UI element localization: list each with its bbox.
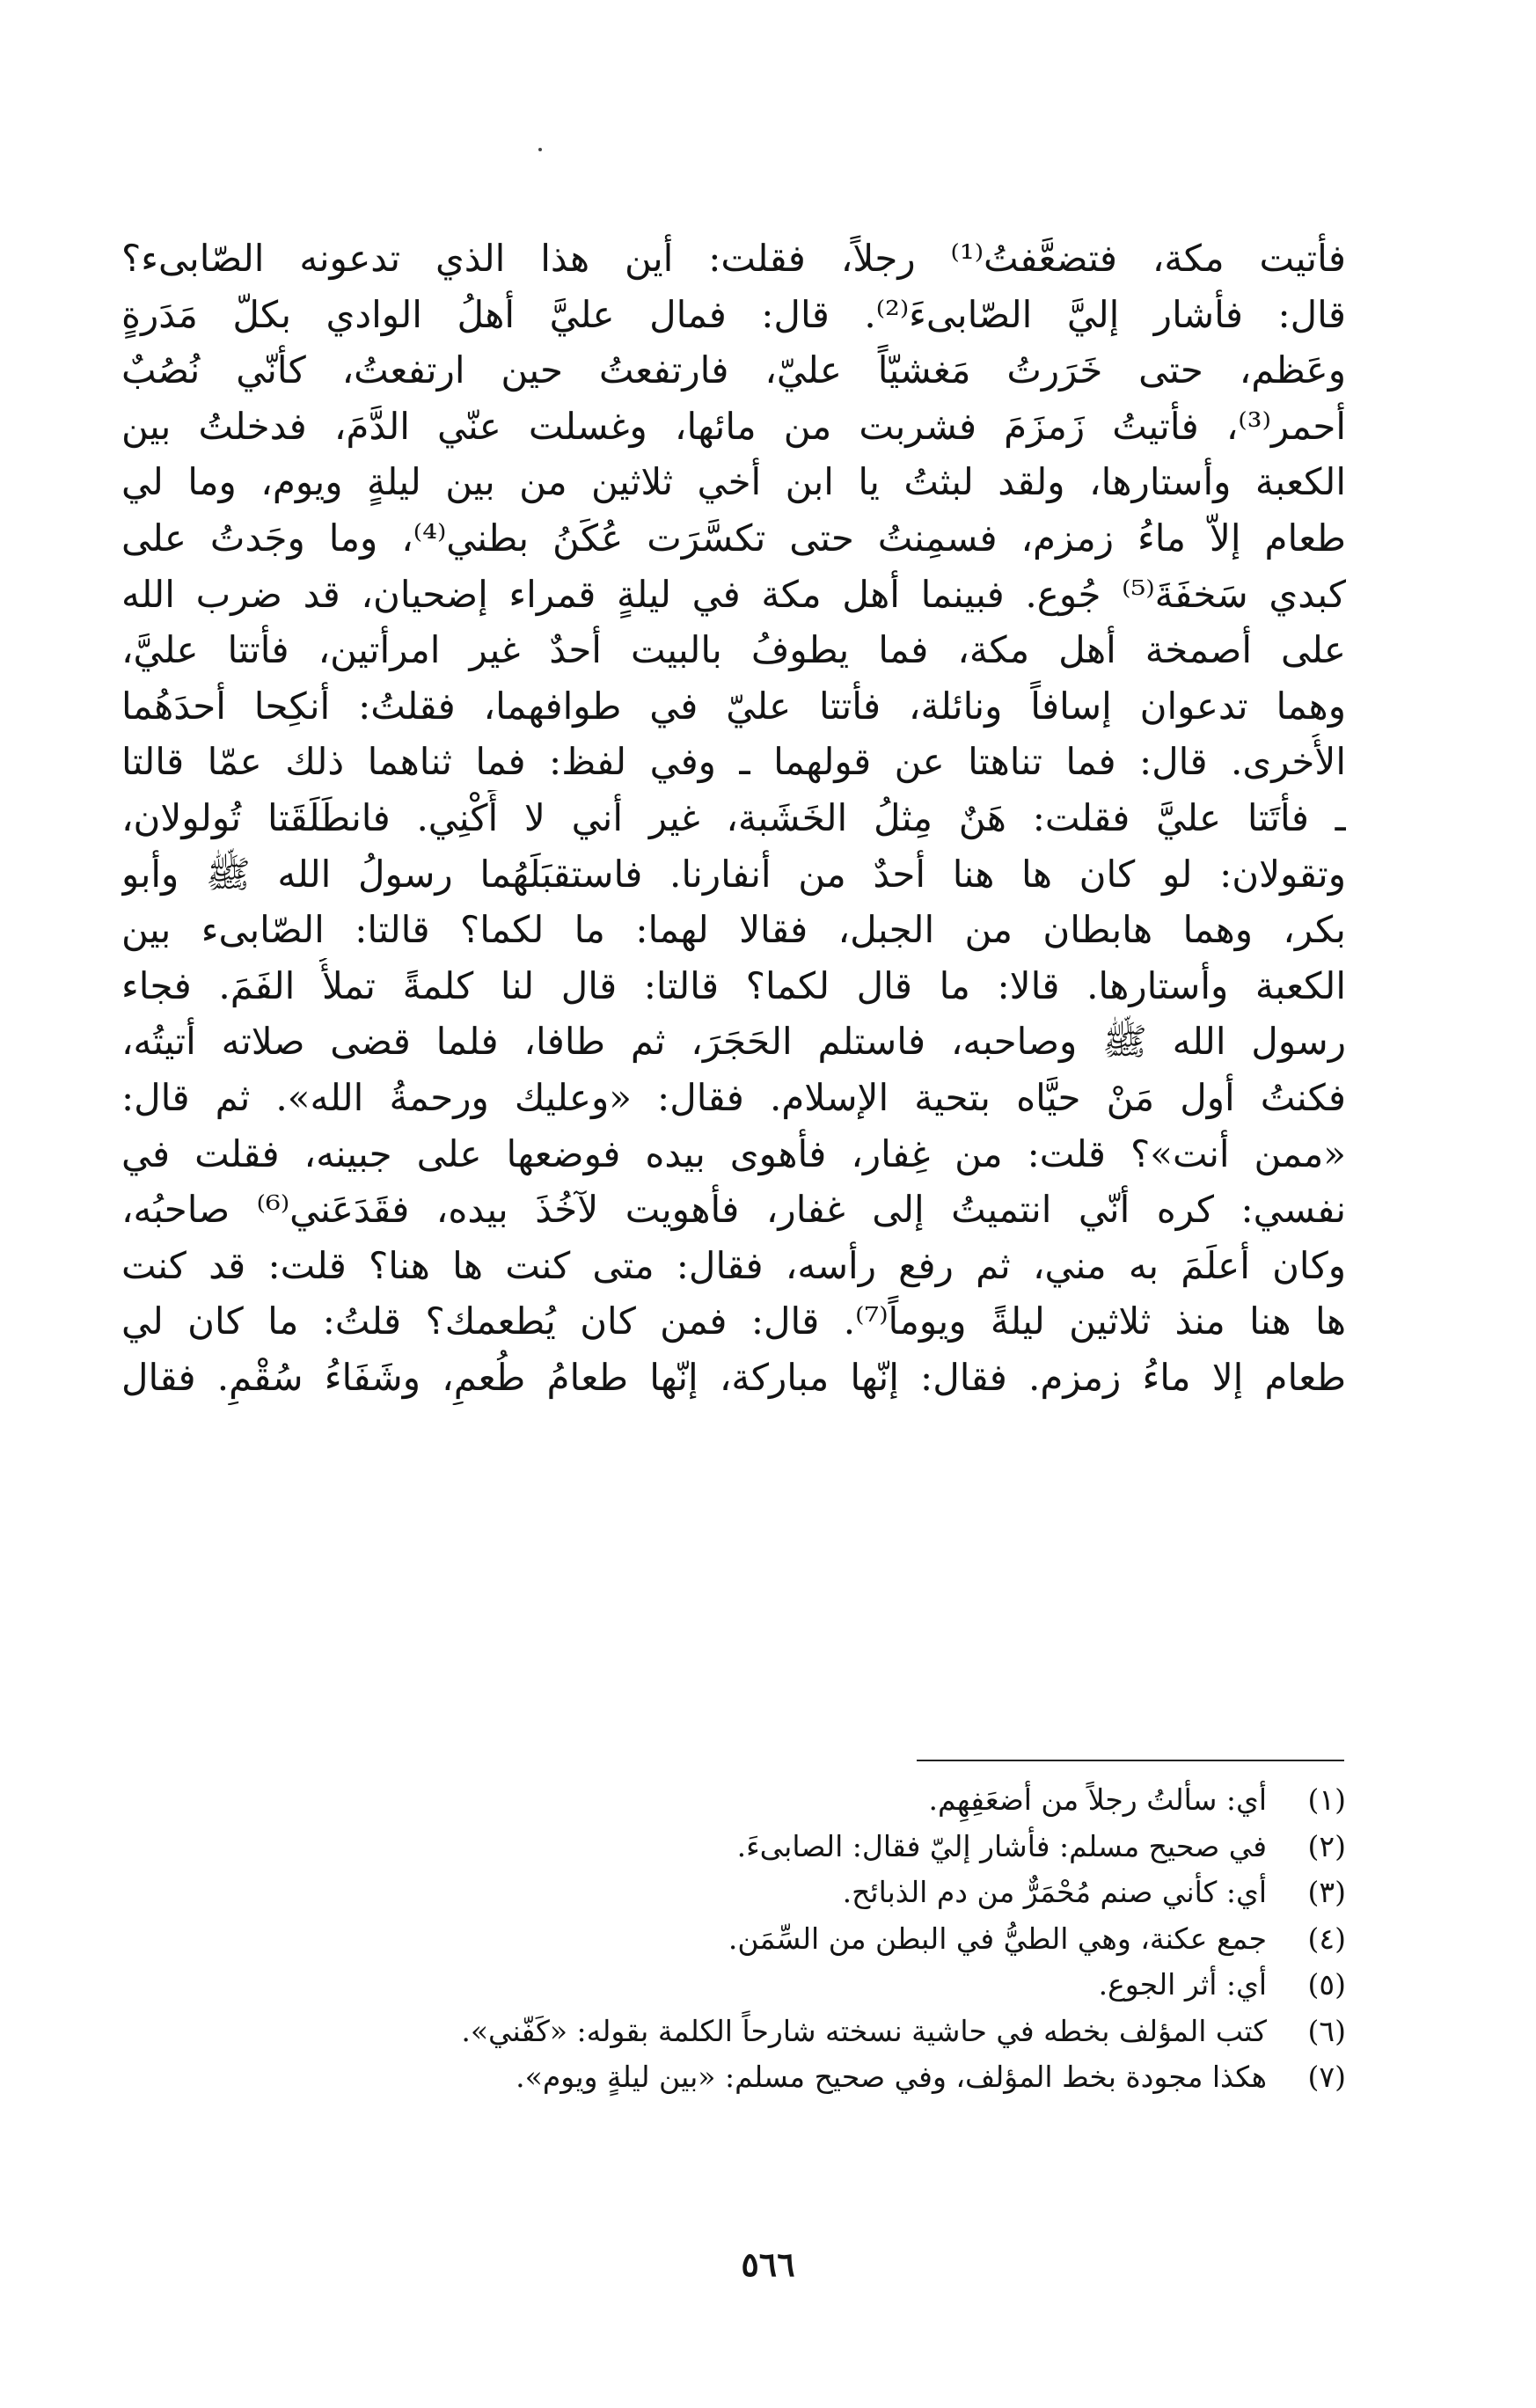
text-line-18: نفسي: كره أنّي انتميتُ إلى غفار، فأهويت لآخُذَ بيده، فقَدَعَني⁽⁶⁾ صاحبُه، [121,1188,1346,1232]
text-line-11: ـ فأتَتا عليَّ فقلت: هَنٌ مِثلُ الخَشَبة، غير أني لا أَكْنِي. فانطَلَقَتا تُولولان، [121,795,1346,839]
footnote-text: أي: أثر الجوع. [1098,1967,1267,2002]
footnote-3 [121,1870,1346,1916]
text-line-5: الكعبة وأستارها، ولقد لبثتُ يا ابن أخي ثلاثين من بين ليلةٍ ويوم، وما لي [121,460,1346,504]
text-line-3: وعَظم، حتى خَرَرتُ مَغشيّاً عليّ، فارتفعتُ حين ارتفعتُ، كأنّي نُصُبٌ [121,348,1346,392]
text-line-19: وكان أعلَمَ به مني، ثم رفع رأسه، فقال: متى كنت ها هنا؟ قلت: قد كنت [121,1243,1346,1287]
text-line-1: فأتيت مكة، فتضعَّفتُ⁽¹⁾ رجلاً، فقلت: أين هذا الذي تدعونه الصّابىء؟ [121,237,1346,280]
text-line-15: رسول الله ﷺ وصاحبه، فاستلم الحَجَرَ، ثم طافا، فلما قضى صلاته أتيتُه، [121,1020,1346,1064]
footnote-4 [121,1916,1346,1963]
text-line-14: الكعبة وأستارها. قالا: ما قال لكما؟ قالتا: قال لنا كلمةً تملأُ الفَمَ. فجاء [121,963,1346,1007]
footnote-number: (٥) [1307,1967,1346,2002]
text-line-9: وهما تدعوان إسافاً ونائلة، فأتتا عليّ في طوافهما، فقلتُ: أنكِحا أحدَهُما [121,684,1346,728]
footnote-text: هكذا مجودة بخط المؤلف، وفي صحيح مسلم: «بين ليلةٍ ويوم». [516,2060,1267,2094]
footnote-text: أي: سألتُ رجلاً من أضعَفِهِم. [928,1782,1267,1817]
footnote-number: (٤) [1307,1921,1346,1956]
footnote-divider [917,1760,1344,1761]
footnote-text: كتب المؤلف بخطه في حاشية نسخته شارحاً الكلمة بقوله: «كَفّني». [461,2013,1267,2048]
text-line-21: طعام إلا ماءُ زمزم. فقال: إنّها مباركة، إنّها طعامُ طُعمٍ، وشَفَاءُ سُقْمٍ. فقال [121,1355,1346,1399]
footnote-number: (٦) [1307,2013,1346,2048]
text-line-8: على أصمخة أهل مكة، فما يطوفُ بالبيت أحدٌ غير امرأتين، فأتتا عليَّ، [121,628,1346,672]
text-line-13: بكر، وهما هابطان من الجبل، فقالا لهما: ما لكما؟ قالتا: الصّابىء بين [121,908,1346,952]
text-line-16: فكنتُ أول مَنْ حيَّاه بتحية الإسلام. فقال: «وعليك ورحمةُ الله». ثم قال: [121,1075,1346,1119]
text-line-10: الأُخرى. قال: فما تناهتا عن قولهما ـ وفي لفظ: فما ثناهما ذلك عمّا قالتا [121,740,1346,784]
footnote-number: (١) [1307,1782,1346,1817]
footnote-number: (٢) [1307,1828,1346,1863]
scan-speck [538,148,542,151]
footnote-text: أي: كأني صنم مُحْمَرٌّ من دم الذبائح. [842,1875,1267,1909]
footnote-2 [121,1824,1346,1870]
footnote-1 [121,1777,1346,1824]
footnote-number: (٣) [1307,1875,1346,1909]
footnote-5 [121,1962,1346,2009]
page-number: ٥٦٦ [741,2244,795,2284]
main-text [121,231,1346,1405]
text-line-20: ها هنا منذ ثلاثين ليلةً ويوماً⁽⁷⁾. قال: فمن كان يُطعمك؟ قلتُ: ما كان لي [121,1299,1346,1343]
footnote-text: جمع عكنة، وهي الطيُّ في البطن من السِّمَن. [728,1921,1267,1956]
footnote-text: في صحيح مسلم: فأشار إليّ فقال: الصابىءَ. [736,1828,1267,1863]
footnote-number: (٧) [1307,2060,1346,2094]
footnotes [121,1777,1346,2101]
text-line-2: قال: فأشار إليَّ الصّابىءَ⁽²⁾. قال: فمال عليَّ أهلُ الوادي بكلّ مَدَرةٍ [121,292,1346,336]
footnote-6 [121,2009,1346,2055]
text-line-4: أحمر⁽³⁾، فأتيتُ زَمزَمَ فشربت من مائها، وغسلت عنّي الدَّمَ، فدخلتُ بين [121,404,1346,448]
text-line-7: كبدي سَخفَةَ⁽⁵⁾ جُوع. فبينما أهل مكة في ليلةٍ قمراء إضحيان، قد ضرب الله [121,572,1346,616]
text-line-12: وتقولان: لو كان ها هنا أحدٌ من أنفارنا. فاستقبَلَهُما رسولُ الله ﷺ وأبو [121,852,1346,896]
text-line-6: طعام إلاّ ماءُ زمزم، فسمِنتُ حتى تكسَّرَت عُكَنُ بطني⁽⁴⁾، وما وجَدتُ على [121,516,1346,560]
text-line-17: «ممن أنت»؟ قلت: من غِفار، فأهوى بيده فوضعها على جبينه، فقلت في [121,1131,1346,1175]
footnote-7 [121,2054,1346,2101]
